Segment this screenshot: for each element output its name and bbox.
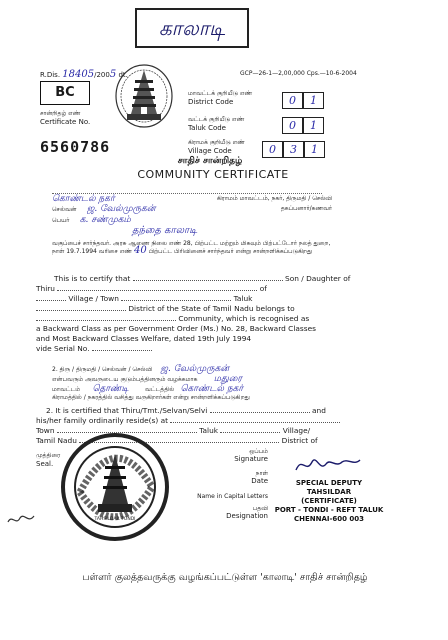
village-code-digit: 0 [262, 141, 283, 158]
cert-no-label-en: Certificate No. [40, 118, 91, 126]
tamil2-l4: கிராமத்தில் / நகரத்தில் வசித்து வருகிறார்கள் என்று சான்றளிக்கப்படுகிறது [52, 394, 250, 401]
date-label-en: Date [251, 477, 268, 485]
en-village-town: Village / Town [68, 294, 119, 303]
tamil-l1-hand: கொண்டல் நகர் [52, 194, 115, 204]
officer-line-1: SPECIAL DEPUTY TAHSILDAR [295, 479, 363, 496]
desig-label-en: Designation [226, 512, 268, 520]
tamil-l1-label: கிராமம் மாவட்டம், நகர், திருமதி / செல்வி [216, 195, 332, 202]
tamil2-l1: 2. திரு / திருமதி / செல்வன் / செல்வி [52, 366, 153, 373]
tamil-para-end: பிற்பட்ட பிரிவினைச் சார்ந்தவர் என்று சான்றளிக்கப்படுகிறது [148, 248, 313, 255]
tamil2-l3-hand2: கொண்டல் நகர் [180, 384, 244, 394]
taluk-code-label-ta: வட்டக் குறியீடு எண் [188, 116, 245, 123]
village-code-label-ta: கிராமக் குறியீடு எண் [188, 139, 245, 146]
en-mbc-line: and Most Backward Classes Welfare, dated 19th July 1994 [36, 334, 252, 343]
taluk-code-digit: 0 [282, 117, 303, 134]
tamil-block-2 [52, 364, 342, 401]
en-community-line: Community, which is recognised as [178, 314, 310, 323]
seal-label-en: Seal. [36, 460, 54, 468]
bc-box [40, 81, 90, 105]
title-tamil: சாதிச் சான்றிதழ் [177, 156, 243, 166]
certificate-number: 6560786 [40, 138, 111, 156]
officer-stamp [274, 479, 384, 524]
sig-label-en: Signature [234, 455, 268, 463]
rdis-year: 5 [109, 69, 117, 80]
tamil-l2-hand: ஜ. வேல்முருகன் [86, 204, 156, 214]
en2-town: Town [36, 426, 55, 435]
officer-line-4: CHENNAI-600 003 [293, 515, 365, 523]
date-label-ta: நாள் [255, 470, 268, 477]
rdis-label: R.Dis. [40, 71, 61, 79]
taluk-code-digit: 1 [303, 117, 324, 134]
tamil2-l1-hand: ஜ. வேல்முருகன் [160, 364, 230, 374]
en-thiru: Thiru [36, 284, 55, 293]
title-english: COMMUNITY CERTIFICATE [137, 168, 289, 181]
bc-label: BC [55, 85, 75, 100]
tamilnadu-emblem [113, 60, 175, 130]
tamil-para: வகுப்பைச் சார்ந்தவர். அரசு ஆணை நிலை எண் 28, பிற்பட்ட மற்றும் மிகவும் பிற்பட்டோர் நலத் துறை, நாள் 19.7.1994 வரிசை எண் [52, 240, 331, 255]
en-taluk: Taluk [233, 294, 253, 303]
taluk-code-label-en: Taluk Code [188, 124, 226, 132]
rdis-suffix: /200 [94, 71, 110, 79]
en-bc-line: a Backward Class as per Government Order (Ms.) No. 28, Backward Classes [36, 324, 317, 333]
tamil-l3-hand: க. சண்முகம் [79, 215, 131, 225]
tamil-l2-suffix: தகப்பனார்/கணவர் [280, 205, 332, 212]
rdis-value: 18405 [62, 69, 95, 80]
village-code-label-en: Village Code [188, 147, 232, 155]
signature-labels [168, 448, 268, 521]
en2-tamilnadu: Tamil Nadu [36, 436, 77, 445]
tamil-l4-hand: தந்தை காலாடி [132, 225, 198, 236]
en2-taluk: Taluk [199, 426, 219, 435]
officer-signature [292, 452, 362, 476]
rdis-dt: dt. [118, 71, 128, 79]
tamil2-l3-hand: தொண்டி [92, 384, 129, 394]
name-caps-label: Name in Capital Letters [197, 493, 268, 500]
tamil2-l3-label: மாவட்டம் [52, 386, 81, 393]
tamil-block-1 [52, 184, 332, 255]
top-caption-text: காலாடி [158, 16, 226, 40]
en2-village: Village/ [282, 426, 311, 435]
en2-district: District of [281, 436, 318, 445]
desig-label-ta: பதவி [252, 505, 268, 512]
officer-line-3: PORT - TONDI - REFT TALUK [274, 506, 384, 514]
stamp-inner-text: TAHSILDAR TONDI [94, 517, 136, 522]
tamil-para-hand: 40 [133, 245, 147, 256]
village-code-digit: 3 [283, 141, 304, 158]
tamil-l2-label: செல்வன் [52, 206, 77, 213]
en-serial: vide Serial No. [36, 344, 90, 353]
sig-label-ta: ஒப்பம் [249, 448, 268, 455]
en-district-line: District of the State of Tamil Nadu belongs to [128, 304, 295, 313]
en-of: of [259, 284, 267, 293]
seal-label-ta: முத்திரை [36, 452, 61, 459]
en-son-of: Son / Daughter of [285, 274, 351, 283]
cert-no-label-ta: சான்றிதழ் எண் [40, 110, 81, 117]
official-round-stamp [60, 432, 170, 542]
district-code-label-en: District Code [188, 98, 234, 106]
en2-p2: 2. It is certified that Thiru/Tmt./Selvan/Selvi [46, 406, 208, 415]
district-code-digit: 1 [303, 92, 324, 109]
form-number: GCP—26-1—2,00,000 Cps.—10-6-2004 [240, 70, 357, 77]
tamil2-l2-hand: மதுரை [213, 374, 242, 384]
tamil2-l2: என்பவரும் அவருடைய குடும்பத்தினரும் வழக்கமாக [52, 376, 198, 383]
tamil2-l3-mid: வட்டத்தில் [145, 386, 175, 393]
officer-line-2: (CERTIFICATE) [301, 497, 357, 505]
en2-and: and [312, 406, 326, 415]
district-code-digit: 0 [282, 92, 303, 109]
english-block-1 [36, 274, 366, 354]
en-p1: This is to certify that [54, 274, 131, 283]
tamil-l3-label: பெயர் [52, 217, 70, 224]
district-code-label-ta: மாவட்டக் குறியீடு எண் [188, 90, 253, 97]
en2-l2: his/her family ordinarily reside(s) at [36, 416, 169, 425]
village-code-digit: 1 [304, 141, 325, 158]
bottom-caption: பள்ளர் குலத்தவருக்கு வழங்கப்பட்டுள்ள 'காலாடி' சாதிச் சான்றிதழ் [82, 572, 368, 583]
margin-scribble [6, 510, 36, 530]
top-caption-box [135, 8, 249, 48]
